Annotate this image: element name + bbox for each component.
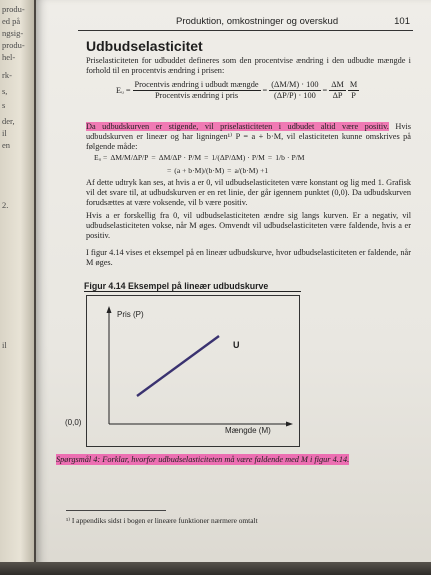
table-surface bbox=[0, 562, 431, 575]
formula-linear-elasticity-cont bbox=[164, 166, 268, 175]
left-page-text: ed på bbox=[2, 16, 21, 26]
left-page-text: 2. bbox=[2, 200, 9, 210]
paragraph-linear-supply bbox=[86, 122, 411, 153]
formula-term: ΔM/M bbox=[110, 153, 131, 162]
left-page-text: der, bbox=[2, 116, 15, 126]
left-page-text: produ- bbox=[2, 4, 25, 14]
header-rule bbox=[78, 30, 413, 31]
equals-sign: = bbox=[322, 86, 328, 95]
formula-fraction bbox=[329, 80, 346, 101]
formula-term: ΔP/P bbox=[132, 153, 149, 162]
question-text bbox=[56, 454, 416, 466]
footnote: ¹⁾ I appendiks sidst i bogen er lineære funktioner nærmere omtalt bbox=[66, 516, 258, 525]
formula-term: a/(b·M) bbox=[234, 166, 259, 175]
section-heading: Udbudselasticitet bbox=[86, 38, 203, 54]
origin-label: (0,0) bbox=[65, 418, 82, 427]
formula-linear-elasticity: Eᵤ = ΔM/M / ΔP/P = ΔM/ΔP · P/M = 1/(ΔP/ΔM) · P/M = 1/b · P/M bbox=[94, 153, 305, 162]
left-page-text: en bbox=[2, 140, 11, 150]
formula-term: · bbox=[183, 153, 187, 162]
fraction-denominator: P bbox=[351, 91, 356, 100]
left-page-text: il bbox=[2, 128, 7, 138]
equals-sign: = bbox=[227, 166, 232, 175]
fraction-denominator: ΔP bbox=[332, 91, 343, 100]
formula-term: 1/(ΔP/ΔM) bbox=[211, 153, 246, 162]
equals-sign: = bbox=[267, 153, 273, 162]
formula-term: +1 bbox=[260, 166, 269, 175]
x-axis-arrow bbox=[286, 422, 293, 427]
left-page-text: s, bbox=[2, 86, 8, 96]
fraction-numerator: M bbox=[349, 80, 358, 89]
formula-fraction bbox=[269, 80, 320, 101]
paragraph-a-zero: Af dette udtryk kan ses, at hvis a er 0, vil udbudselasticiteten være konstant og lig med 1. Grafisk vil det svare til, at udbudskurven er en ret linie, der går igennem punktet (0,0). Da udbudskurven forudsættes at være voksende, vil b være positiv. bbox=[86, 178, 411, 208]
highlighted-text: Da udbudskurven er stigende, vil priselasticiteten i udbudet altid være positiv. bbox=[86, 122, 389, 131]
figure-frame bbox=[65, 295, 300, 447]
page-number: 101 bbox=[394, 16, 410, 27]
left-page-text: ngsig- bbox=[2, 28, 24, 38]
formula-fraction bbox=[133, 80, 261, 101]
left-page-text: hel- bbox=[2, 52, 16, 62]
left-page-text: rk- bbox=[2, 70, 12, 80]
y-axis-label: Pris (P) bbox=[117, 310, 144, 319]
equals-sign: = bbox=[151, 153, 156, 162]
formula-lhs: Eᵤ = bbox=[94, 153, 108, 162]
formula-definition bbox=[116, 80, 361, 101]
header-title: Produktion, omkostninger og overskud bbox=[176, 16, 339, 27]
formula-lhs: Eᵤ = bbox=[116, 86, 131, 95]
fraction-denominator: Procentvis ændring i pris bbox=[154, 91, 239, 100]
formula-term: · bbox=[286, 153, 290, 162]
equals-sign: = bbox=[204, 153, 209, 162]
formula-term: · bbox=[247, 153, 250, 162]
formula-term: P/M bbox=[188, 153, 202, 162]
left-page-edge bbox=[0, 0, 34, 575]
figure-title: Figur 4.14 Eksempel på lineær udbudskurve bbox=[84, 281, 269, 291]
fraction-numerator: ΔM bbox=[331, 80, 344, 89]
supply-curve-line bbox=[137, 336, 219, 396]
left-page-text: s bbox=[2, 100, 6, 110]
formula-term: (a + b·M)/(b·M) bbox=[174, 166, 225, 175]
paragraph-text: Hvis udbudskurven er lineær og har ligningen¹⁾ P = a + b·M, vil elasticiteten kunne omskrives på følgende måde: bbox=[86, 122, 411, 152]
formula-term: 1/b bbox=[275, 153, 285, 162]
y-axis-arrow bbox=[107, 306, 112, 313]
x-axis-label: Mængde (M) bbox=[225, 426, 271, 435]
book-page bbox=[36, 0, 431, 575]
fraction-denominator: (ΔP/P) · 100 bbox=[273, 91, 316, 100]
paragraph-definition: Priselasticiteten for udbuddet defineres som den procentvise ændring i den udbudte mængde i forhold til en procentvis ændring i prisen: bbox=[86, 56, 411, 76]
paragraph-a-nonzero: Hvis a er forskellig fra 0, vil udbudselasticiteten ændre sig langs kurven. Er a negativ, vil udbudselasticiteten vokse, når M øges. Omvendt vil udbudselasticiteten være faldende, hvis a er positiv. bbox=[86, 211, 411, 241]
formula-term: P/M bbox=[291, 153, 305, 162]
formula-term: ΔM/ΔP bbox=[158, 153, 182, 162]
paragraph-figure-intro: I figur 4.14 vises et eksempel på en lineær udbudskurve, hvor udbudselasticiteten er faldende, når M øges. bbox=[86, 248, 411, 268]
curve-label: U bbox=[233, 340, 240, 350]
equals-sign: = bbox=[262, 86, 268, 95]
fraction-numerator: (ΔM/M) · 100 bbox=[271, 80, 319, 89]
formula-fraction bbox=[348, 80, 359, 101]
left-page-text: il bbox=[2, 340, 7, 350]
highlighted-question: Spørgsmål 4: Forklar, hvorfor udbudselasticiteten må være faldende med M i figur 4.14. bbox=[56, 455, 350, 464]
left-page-text: produ- bbox=[2, 40, 25, 50]
equals-sign: = bbox=[167, 166, 172, 175]
fraction-numerator: Procentvis ændring i udbudt mængde bbox=[134, 80, 259, 89]
formula-term: P/M bbox=[251, 153, 265, 162]
figure-rule bbox=[84, 291, 301, 292]
footnote-rule bbox=[66, 510, 166, 511]
